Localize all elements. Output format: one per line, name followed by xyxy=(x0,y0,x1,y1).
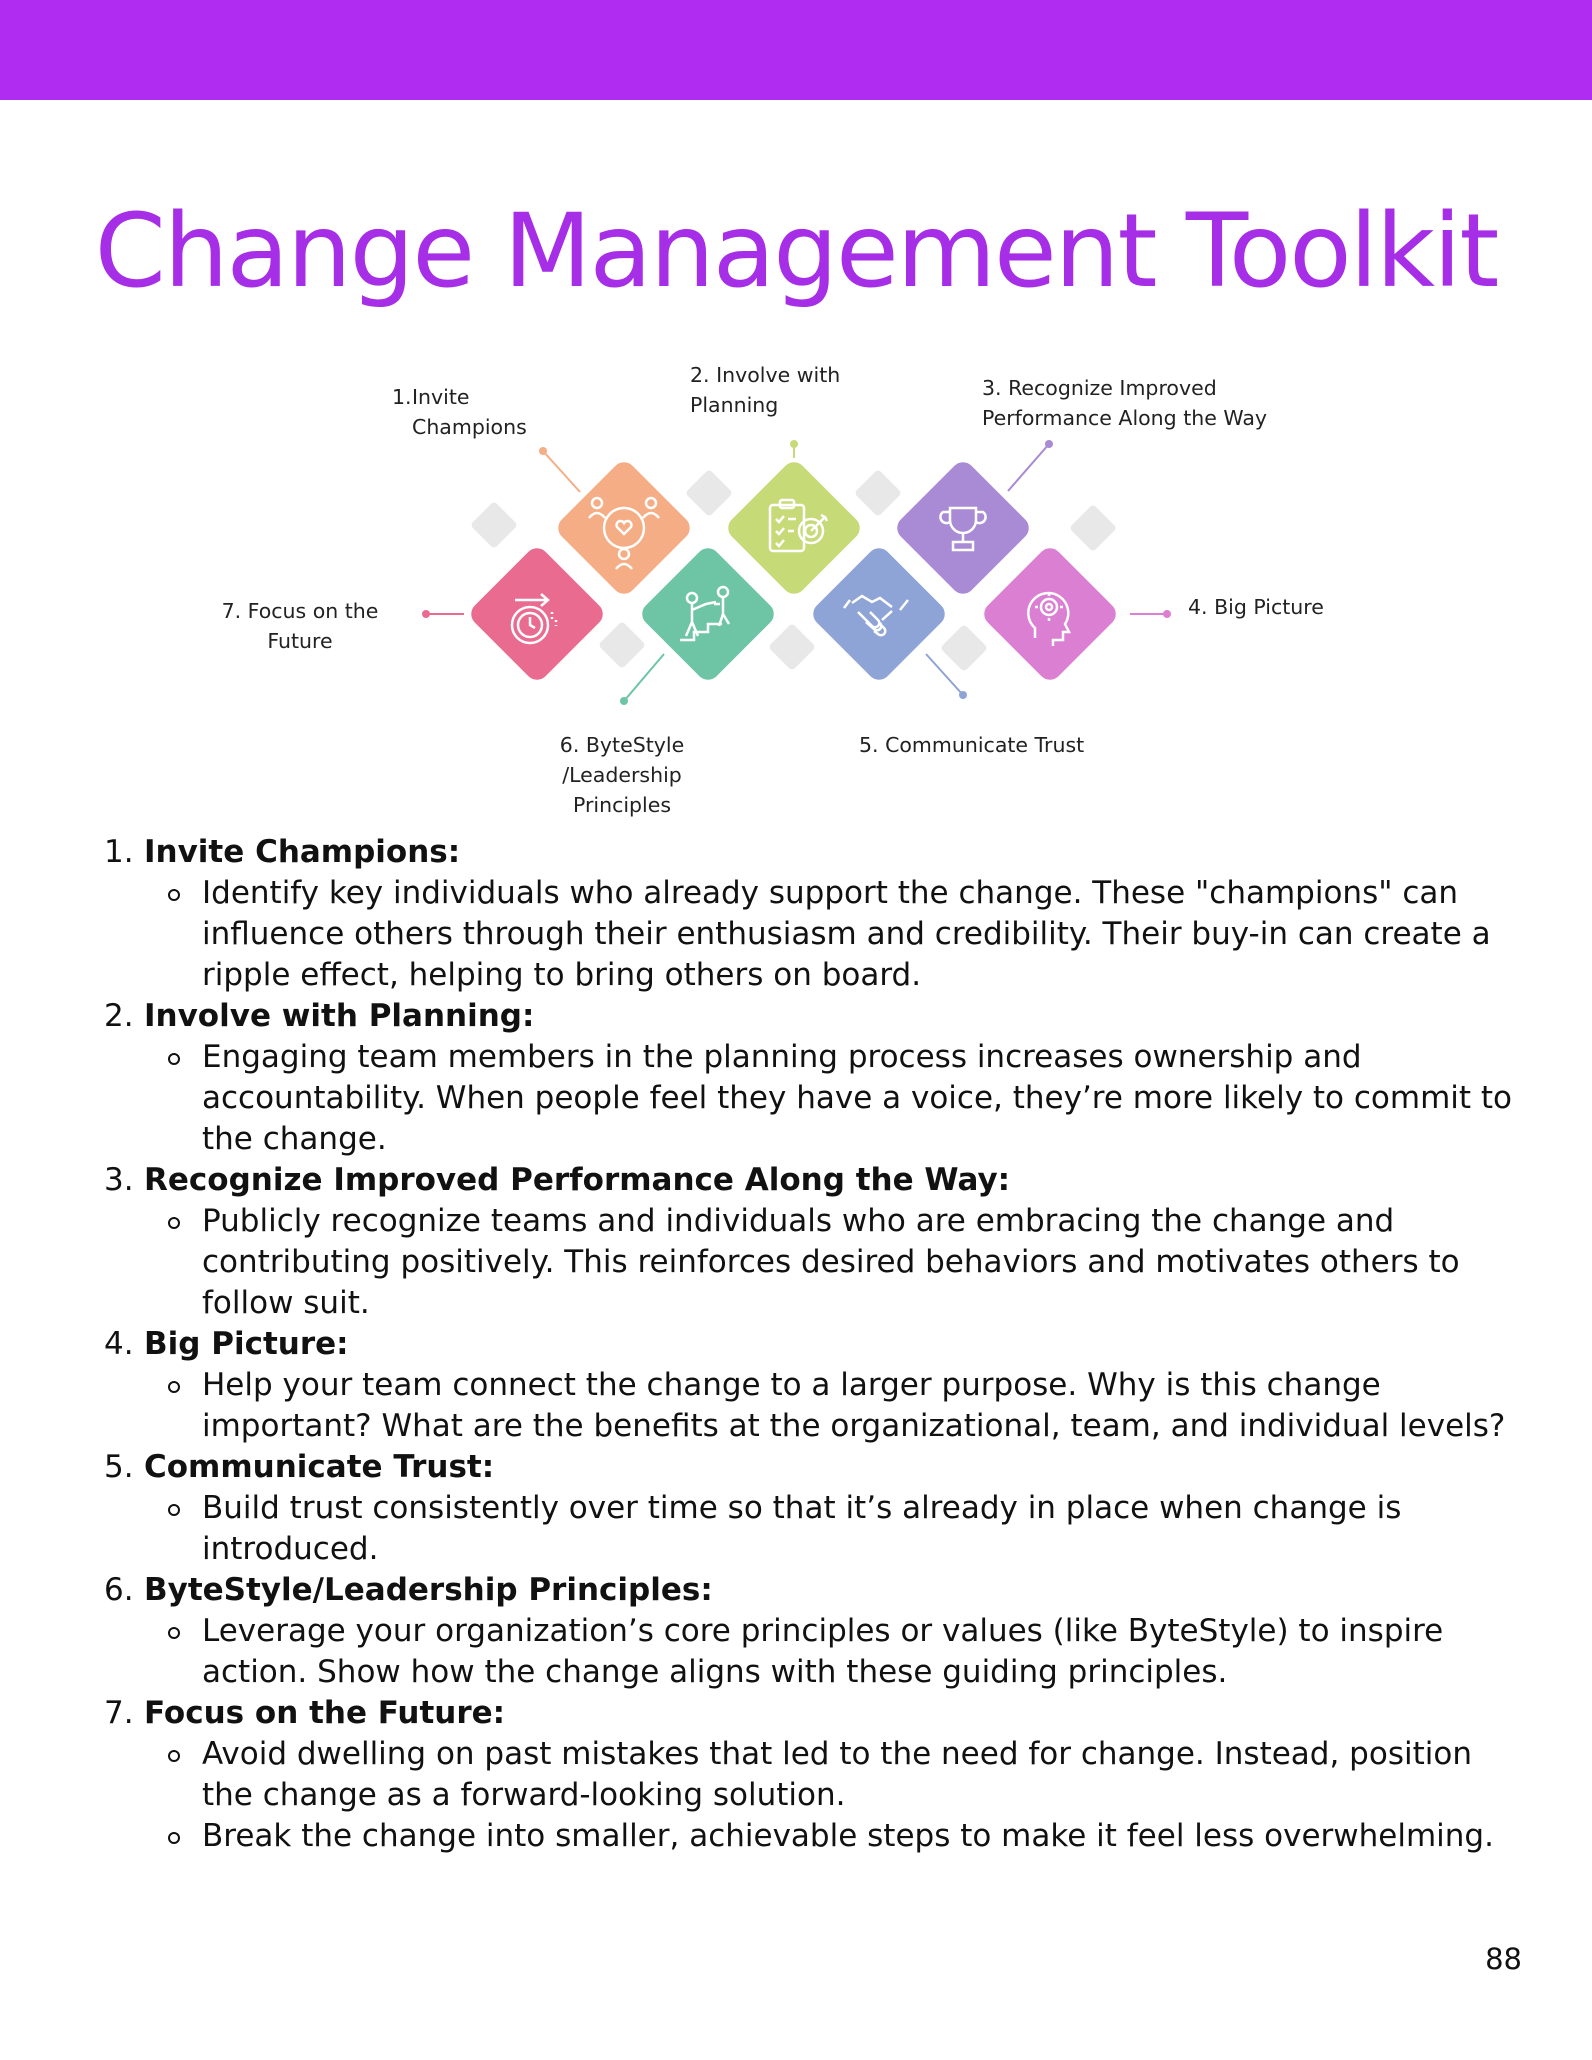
item-number: 5. xyxy=(104,1449,134,1485)
item-heading: Communicate Trust: xyxy=(144,1449,495,1485)
label-recognize-performance: 3. Recognize Improved Performance Along the Way xyxy=(982,376,1268,430)
label-big-picture: 4. Big Picture xyxy=(1188,595,1324,619)
bullet-item: Build trust consistently over time so that it’s already in place when change is introduced. xyxy=(144,1488,1524,1570)
list-item xyxy=(104,1324,1524,1447)
bullet-list xyxy=(144,1201,1524,1324)
bullet-item: Identify key individuals who already support the change. These "champions" can influence others through their enthusiasm and credibility. Their buy-in can create a ripple effect, helping to bring others on board. xyxy=(144,873,1524,996)
bullet-list xyxy=(144,873,1524,996)
bullet-item: Publicly recognize teams and individuals who are embracing the change and contributing positively. This reinforces desired behaviors and motivates others to follow suit. xyxy=(144,1201,1524,1324)
item-heading: Invite Champions: xyxy=(144,834,461,870)
bullet-list xyxy=(144,1037,1524,1160)
diamond-recognize-performance xyxy=(892,457,1033,598)
bullet-item: Leverage your organization’s core principles or values (like ByteStyle) to inspire action. Show how the change aligns with these guiding principles. xyxy=(144,1611,1524,1693)
list-item xyxy=(104,1447,1524,1570)
label-focus-future: 7. Focus on the Future xyxy=(221,599,379,653)
item-number: 6. xyxy=(104,1572,134,1608)
item-heading: Focus on the Future: xyxy=(144,1695,506,1731)
label-bytestyle-principles: 6. ByteStyle /Leadership Principles xyxy=(559,733,685,817)
diamond-invite-champions xyxy=(553,457,694,598)
label-invite-champions: 1. Invite Champions xyxy=(392,385,527,439)
item-heading: ByteStyle/Leadership Principles: xyxy=(144,1572,713,1608)
page-number: 88 xyxy=(1485,1942,1522,1976)
list-item xyxy=(104,1160,1524,1324)
bullet-item: Avoid dwelling on past mistakes that led to the need for change. Instead, position the change as a forward-looking solution. xyxy=(144,1734,1524,1816)
toolkit-diagram xyxy=(0,330,1592,830)
item-heading: Big Picture: xyxy=(144,1326,349,1362)
list-item xyxy=(104,996,1524,1160)
bullet-item: Help your team connect the change to a larger purpose. Why is this change important? What are the benefits at the organizational, team, and individual levels? xyxy=(144,1365,1524,1447)
item-heading: Involve with Planning: xyxy=(144,998,535,1034)
diamond-bytestyle-principles xyxy=(637,543,778,684)
toolkit-list xyxy=(104,832,1524,1857)
bullet-list xyxy=(144,1734,1524,1857)
diamond-big-picture xyxy=(979,543,1120,684)
item-number: 1. xyxy=(104,834,134,870)
bullet-list xyxy=(144,1488,1524,1570)
diamond-communicate-trust xyxy=(808,543,949,684)
header-bar xyxy=(0,0,1592,100)
diamond-involve-planning xyxy=(723,457,864,598)
bullet-list xyxy=(144,1611,1524,1693)
label-involve-planning: 2. Involve with Planning xyxy=(690,363,841,417)
list-item xyxy=(104,1570,1524,1693)
bullet-list xyxy=(144,1365,1524,1447)
bullet-item: Break the change into smaller, achievable steps to make it feel less overwhelming. xyxy=(144,1816,1524,1857)
numbered-list xyxy=(104,832,1524,1857)
list-item xyxy=(104,832,1524,996)
item-number: 4. xyxy=(104,1326,134,1362)
page-title: Change Management Toolkit xyxy=(94,192,1498,311)
item-number: 3. xyxy=(104,1162,134,1198)
item-number: 7. xyxy=(104,1695,134,1731)
label-communicate-trust: 5. Communicate Trust xyxy=(859,733,1085,757)
item-heading: Recognize Improved Performance Along the Way: xyxy=(144,1162,1011,1198)
diamond-focus-future xyxy=(466,543,607,684)
list-item xyxy=(104,1693,1524,1857)
item-number: 2. xyxy=(104,998,134,1034)
bullet-item: Engaging team members in the planning process increases ownership and accountability. When people feel they have a voice, they’re more likely to commit to the change. xyxy=(144,1037,1524,1160)
